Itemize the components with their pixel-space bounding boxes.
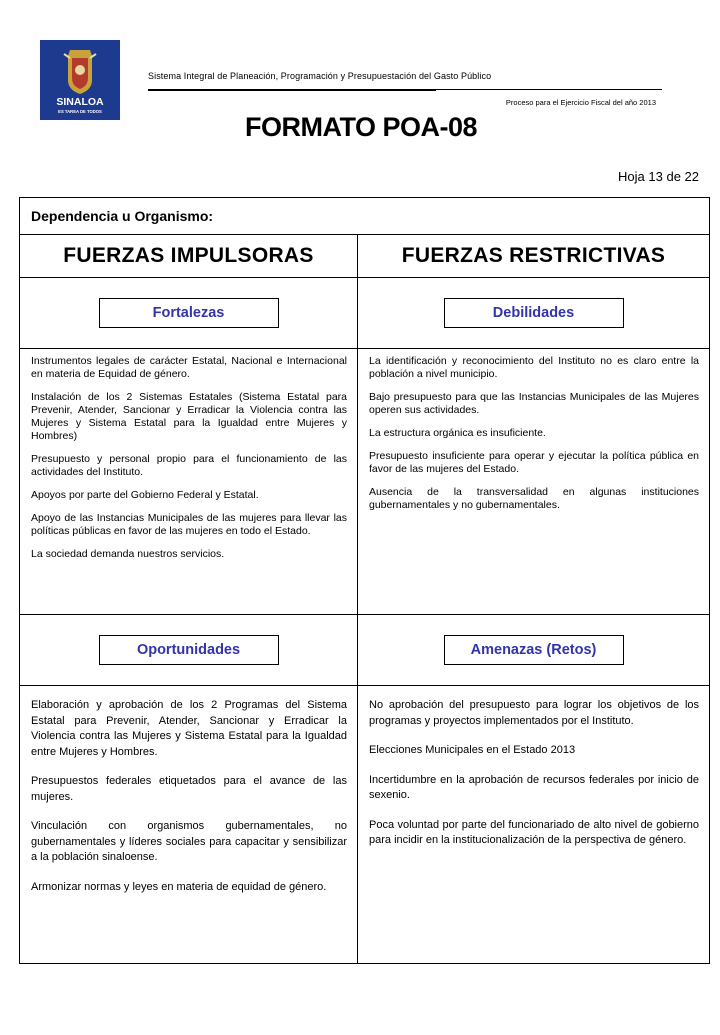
weakness-item: La identificación y reconocimiento del Instituto no es claro entre la población a nivel municipio. [369, 355, 700, 380]
shield-icon [64, 50, 96, 94]
strength-item: Apoyos por parte del Gobierno Federal y Estatal. [31, 489, 259, 501]
header-divider-accent [148, 89, 436, 91]
strengths-list [20, 349, 358, 615]
system-title: Sistema Integral de Planeación, Programación y Presupuestación del Gasto Público [148, 71, 492, 81]
weakness-item: Ausencia de la transversalidad en algunas instituciones gubernamentales y no gubernamentales. [369, 486, 700, 511]
driving-forces-header: FUERZAS IMPULSORAS [20, 235, 358, 278]
page-number: Hoja 13 de 22 [618, 169, 699, 184]
strength-item: Instalación de los 2 Sistemas Estatales (Sistema Estatal para Prevenir, Atender, Sancionar y Erradicar la Violencia contra las Mujeres y Sistema Estatal para la Igualdad entre Mujeres y Hombres) [31, 391, 347, 442]
opportunity-item: Armonizar normas y leyes en materia de equidad de género. [31, 880, 327, 893]
opportunity-item: Elaboración y aprobación de los 2 Programas del Sistema Estatal para Prevenir, Atender, Sancionar y Erradicar la Violencia contra las Mujeres y Sistema Estatal para la Igualdad entre Mujeres y Hombres. [31, 699, 347, 758]
logo-tagline: ES TAREA DE TODOS [58, 109, 102, 114]
threats-list [358, 686, 710, 964]
weaknesses-list [358, 349, 710, 615]
strength-item: La sociedad demanda nuestros servicios. [31, 548, 225, 560]
opportunities-list [20, 686, 358, 964]
form-title: FORMATO POA-08 [245, 112, 478, 142]
sinaloa-logo [40, 40, 120, 120]
dependency-label: Dependencia u Organismo: [20, 198, 710, 235]
weakness-item: La estructura orgánica es insuficiente. [369, 427, 546, 439]
threat-item: Incertidumbre en la aprobación de recursos federales por inicio de sexenio. [369, 773, 700, 801]
restraining-forces-header: FUERZAS RESTRICTIVAS [358, 235, 710, 278]
weakness-item: Presupuesto insuficiente para operar y ejecutar la política pública en favor de las mujeres del Estado. [369, 450, 700, 475]
swot-table [19, 197, 710, 964]
logo-name: SINALOA [56, 96, 104, 108]
threat-item: No aprobación del presupuesto para lograr los objetivos de los programas y proyectos implementados por el Instituto. [369, 699, 700, 727]
opportunities-label: Oportunidades [99, 635, 279, 665]
strength-item: Presupuesto y personal propio para el funcionamiento de las actividades del Instituto. [31, 453, 347, 478]
opportunity-item: Presupuestos federales etiquetados para el avance de las mujeres. [31, 775, 347, 803]
strengths-label: Fortalezas [99, 298, 279, 328]
strength-item: Apoyo de las Instancias Municipales de las mujeres para llevar las políticas públicas en favor de las mujeres en todo el Estado. [31, 512, 347, 537]
process-label: Proceso para el Ejercicio Fiscal del año 2013 [505, 98, 656, 107]
threats-label: Amenazas (Retos) [444, 635, 624, 665]
threat-item: Poca voluntad por parte del funcionariado de alto nivel de gobierno para incidir en la institucionalización de la perspectiva de género. [369, 818, 700, 846]
strength-item: Instrumentos legales de carácter Estatal, Nacional e Internacional en materia de Equidad de género. [31, 355, 347, 380]
weaknesses-label: Debilidades [444, 298, 624, 328]
weakness-item: Bajo presupuesto para que las Instancias Municipales de las Mujeres operen sus actividades. [369, 391, 700, 416]
threat-item: Elecciones Municipales en el Estado 2013 [369, 744, 576, 756]
opportunity-item: Vinculación con organismos gubernamentales, no gubernamentales y líderes sociales para capacitar y sensibilizar a la población sinaloense. [31, 820, 347, 863]
